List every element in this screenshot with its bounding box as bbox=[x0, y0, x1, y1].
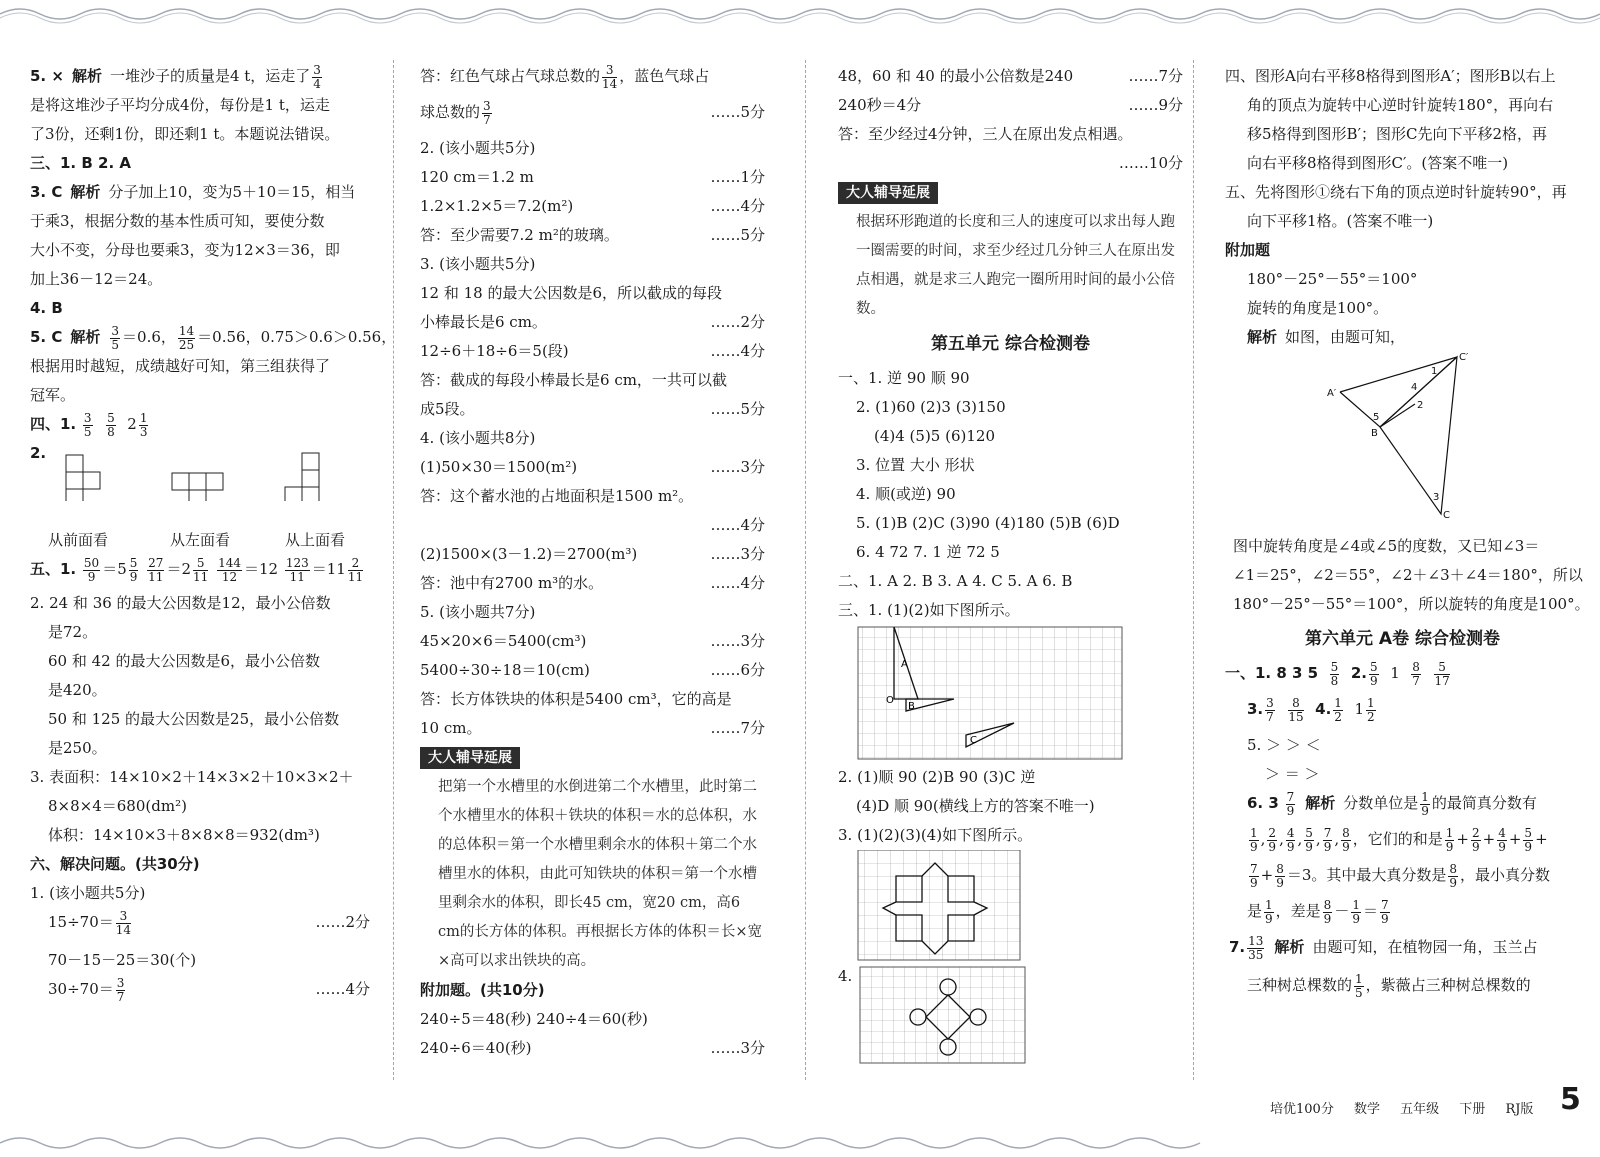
page-footer bbox=[1270, 1098, 1549, 1117]
page-number: 5 bbox=[1560, 1082, 1581, 1117]
angle-5: 5 bbox=[1373, 412, 1380, 423]
top-wave-border bbox=[0, 0, 1600, 26]
tutor-hint: 根据环形跑道的长度和三人的速度可以求出每人跑一圈需要的时间，求至少经过几分钟三人在原出发点相遇，就是求三人跑完一圈所用时间的最小公倍数。 bbox=[856, 214, 1175, 317]
label-A-prime: A′ bbox=[1327, 388, 1337, 399]
angle-4: 4 bbox=[1411, 382, 1418, 393]
column-divider bbox=[1193, 60, 1194, 1080]
label-C: C bbox=[970, 735, 977, 746]
answer-column-2: 答：红色气球占气球总数的 $\frac{3}{14}$ ，蓝色气球占 球总数的 $\frac{3}{7}$ ……5分 2. (该小题共5分) 120 cm＝1.2 m ……1分 1.2×1.2×5＝7.2(m²) ……4分 答：至少需要7.2 m²的玻璃。 ……5分 3. (该小题共5分) 12 和 18 的最大公因数是6，所以截成的每段 小棒最长是6 cm。 ……2分 12÷6＋18÷6＝5(段) ……4分 答：截成的每段小棒最长是6 cm，一共可以截 成5段。 ……5分 4. (该小题共8分) (1)50×30＝1500(m²) ……3分 答：这个蓄水池的占地面积是1500 m²。 ……4分 (2)1500×(3－1.2)＝2700(m³) ……3分 答：池中有2700 m³的水。 ……4分 5. (该小题共7分) 45×20×6＝5400(cm³) ……3分 5400÷30÷18＝10(cm) ……6分 答：长方体铁块的体积是5400 cm³，它的高是 10 cm。 ……7分 大人辅导延展 把第一个水槽里的水倒进第二个水槽里，此时第二个水槽里水的体积＋铁块的体积＝水的总体积，水的总体积＝第一个水槽里剩余水的体积＋第二个水槽里水的体积，由此可知铁块的体积＝第一个水槽里剩余水的体积，即长45 cm，宽20 cm，高6 cm的长方体的体积。再根据长方体的体积＝长×宽×高可以求出铁块的高。 附加题。(共10分) 240÷5＝48(秒) 240÷4＝60(秒) 240÷6＝40(秒) ……3分 bbox=[420, 62, 765, 1057]
footer-edition: RJ版 bbox=[1505, 1102, 1534, 1117]
angle-1: 1 bbox=[1431, 366, 1438, 377]
answer-column-3: 48，60 和 40 的最小公倍数是240 ……7分 240秒＝4分 ……9分 答：至少经过4分钟，三人在原出发点相遇。 ……10分 大人辅导延展 根据环形跑道的长度和三人的速度可以求出每人跑一圈需要的时间，求至少经过几分钟三人在原出发点相遇，就是求三人跑完一圈所用时间的最小公倍数。 第五单元 综合检测卷 一、1. 逆 90 顺 90 2. (1)60 (2)3 (3)150 (4)4 (5)5 (6)120 3. 位置 大小 形状 4. 顺(或逆) 90 5. (1)B (2)C (3)90 (4)180 (5)B (6)D 6. 4 72 7. 1 逆 72 5 二、1. A 2. B 3. A 4. C 5. A 6. B 三、1. (1)(2)如下图所示。 A O B C 2. (1)顺 90 (2)B 90 (3)C 逆 (4)D 顺 90(横线上方的答案不唯一) 3. (1)(2)(3)(4)如下图所示。 4. bbox=[838, 62, 1183, 1065]
column-divider bbox=[393, 60, 394, 1080]
bottom-wave-border bbox=[0, 1131, 1600, 1157]
answer-column-4: 四、图形A向右平移8格得到图形A′；图形B以右上 角的顶点为旋转中心逆时针旋转180°，再向右 移5格得到图形B′；图形C先向下平移2格，再 向右平移8格得到图形C′。(答案不唯一) 五、先将图形①绕右下角的顶点逆时针旋转90°，再 向下平移1格。(答案不唯一) 附加题 180°－25°－55°＝100° 旋转的角度是100°。 解析 如图，由题可知， C′ A′ B C 1 2 3 4 5 图中旋转角度是∠4或∠5的度数，又已知∠3＝ ∠1＝25°，∠2＝55°，∠2＋∠3＋∠4＝180°，所以 180°－25°－55°＝100°，所以旋转的角度是100°。 第六单元 A卷 综合检测卷 一、1. 8 3 5 $\frac{5}{8}$ 2. $\frac{5}{9}$ 1 $\frac{8}{7}$ $\frac{5}{17}$ 3. $\frac{3}{7}$ $\frac{8}{15}$ 4. $\frac{1}{2}$ 1 $\frac{1}{2}$ 5. ＞ ＞ ＜ ＞ ＝ ＞ 6. 3 $\frac{7}{9}$ 解析 分数单位是 $\frac{1}{9}$ 的最简真分数有 $\frac{1}{9}$ , $\frac{2}{9}$ , $\frac{4}{9}$ , $\frac{5}{9}$ , $\frac{7}{9}$ , $\frac{8}{9}$ ，它们的和是 $\frac{1}{9}$ + $\frac{2}{9}$ + $\frac{4}{9}$ + $\frac{5}{9}$ + $\frac{7}{9}$ + $\frac{8}{9}$ ＝3。其中最大真分数是 $\frac{8}{9}$ ，最小真分数 是 $\frac{1}{9}$ ，差是 $\frac{8}{9}$ － $\frac{1}{9}$ ＝ $\frac{7}{9}$ 7. $\frac{13}{35}$ 解析 由题可知，在植物园一角，玉兰占 三种树总棵数的 $\frac{1}{5}$ ，紫薇占三种树总棵数的 bbox=[1225, 67, 1590, 1000]
grid-figure-rotation bbox=[838, 625, 1168, 763]
tutor-banner: 大人辅导延展 bbox=[838, 182, 938, 204]
rotation-triangle-diagram bbox=[1225, 352, 1580, 532]
label-O: O bbox=[886, 695, 894, 706]
column-divider bbox=[805, 60, 806, 1080]
footer-grade: 五年级 bbox=[1400, 1102, 1440, 1117]
label-C-prime: C′ bbox=[1459, 352, 1469, 363]
footer-term: 下册 bbox=[1459, 1102, 1486, 1117]
tutor-hint: 把第一个水槽里的水倒进第二个水槽里，此时第二个水槽里水的体积＋铁块的体积＝水的总体积，水的总体积＝第一个水槽里剩余水的体积＋第二个水槽里水的体积，由此可知铁块的体积＝第一个水槽里剩余水的体积，即长45 cm，宽20 cm，高6 cm的长方体的体积。再根据长方体的体积＝长×宽×高可以求出铁块的高。 bbox=[438, 779, 763, 969]
label-B: B bbox=[1371, 428, 1378, 439]
angle-2: 2 bbox=[1417, 400, 1424, 411]
label-C: C bbox=[1443, 510, 1450, 521]
tutor-banner: 大人辅导延展 bbox=[420, 747, 520, 769]
answer-column-1: 5. × 解析 一堆沙子的质量是4 t，运走了 $\frac{3}{4}$ 是将这堆沙子平均分成4份，每份是1 t，运走 了3份，还剩1份，即还剩1 t。本题说法错误。 三、1. B 2. A 3. C 解析 分子加上10，变为5＋10＝15，相当 于乘3，根据分数的基本性质可知，要使分数 大小不变，分母也要乘3，变为12×3＝36，即 加上36－12＝24。 4. B 5. C 解析 $\frac{3}{5}$ ＝0.6， $\frac{14}{25}$ ＝0.56，0.75＞0.6＞0.56， 根据用时越短，成绩越好可知，第三组获得了 冠军。 四、1. $\frac{3}{5}$ $\frac{5}{8}$ 2 $\frac{1}{3}$ 2. 从前面看 从左面看 从上面看 五、1. $\frac{50}{9}$ ＝5 $\frac{5}{9}$ $\frac{27}{11}$ ＝2 $\frac{5}{11}$ $\frac{144}{12}$ ＝12 $\frac{123}{11}$ ＝11 $\frac{2}{11}$ 2. 24 和 36 的最大公因数是12，最小公倍数 是72。 60 和 42 的最大公因数是6，最小公倍数 是420。 50 和 125 的最大公因数是25，最小公倍数 是250。 3. 表面积：14×10×2＋14×3×2＋10×3×2＋ 8×8×4＝680(dm²) 体积：14×10×3＋8×8×8＝932(dm³) 六、解决问题。(共30分) 1. (该小题共5分) 15÷70＝ $\frac{3}{14}$ ……2分 70－15－25＝30(个) 30÷70＝ $\frac{3}{7}$ ……4分 bbox=[30, 62, 397, 1004]
footer-subject: 数学 bbox=[1353, 1102, 1380, 1117]
angle-3: 3 bbox=[1433, 492, 1440, 503]
unit-heading: 第五单元 综合检测卷 bbox=[931, 334, 1090, 354]
unit-heading: 第六单元 A卷 综合检测卷 bbox=[1305, 629, 1500, 649]
label-B: B bbox=[908, 701, 915, 712]
three-views-figure bbox=[30, 468, 370, 526]
footer-brand: 培优100分 bbox=[1270, 1102, 1334, 1117]
label-A: A bbox=[901, 659, 908, 670]
grid-figure-pinwheel bbox=[838, 850, 1168, 962]
